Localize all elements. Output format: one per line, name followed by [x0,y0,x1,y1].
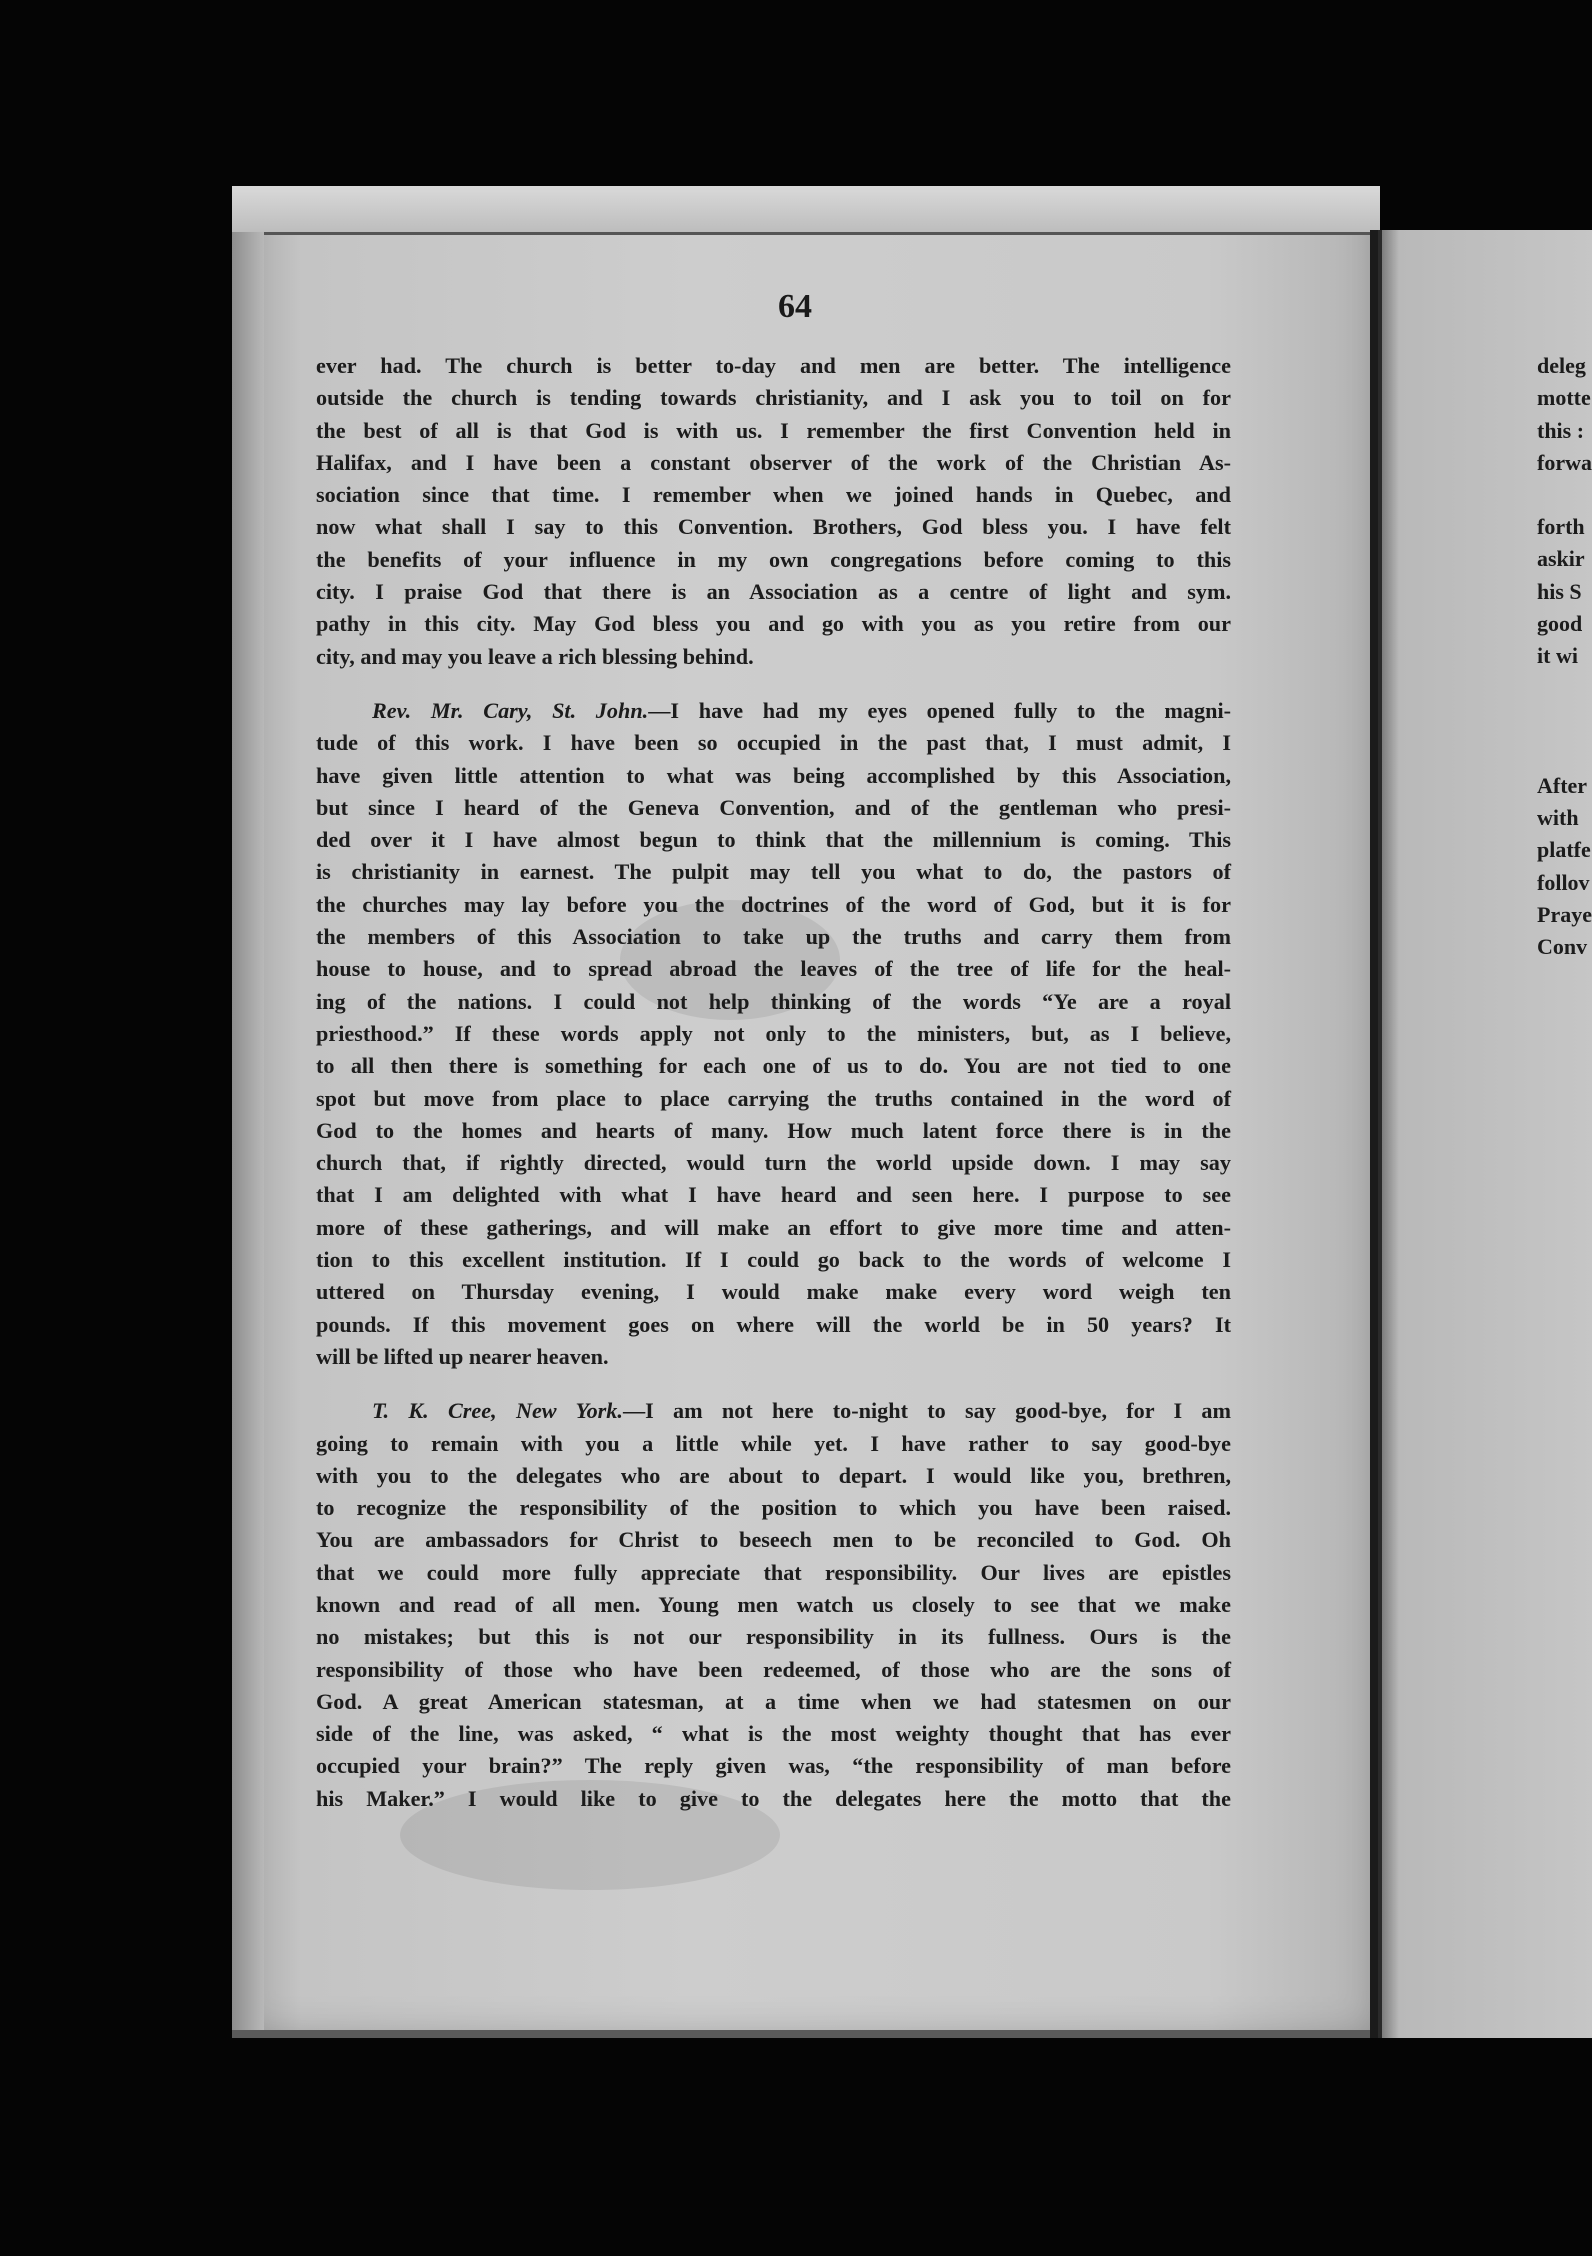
paragraph [316,695,1231,1373]
facing-line: platfe [1537,837,1591,863]
text-line: city. I praise God that there is an Association as a centre of light and sym. [316,579,1231,605]
text-line: responsibility of those who have been redeemed, of those who are the sons of [316,1656,1231,1682]
text-line: now what shall I say to this Convention. Brothers, God bless you. I have felt [316,514,1231,540]
text-line: that I am delighted with what I have heard and seen here. I purpose to see [316,1182,1231,1208]
text-line [316,695,1231,727]
text-line: pathy in this city. May God bless you and go with you as you retire from our [316,611,1231,637]
text-line: side of the line, was asked, “ what is the most weighty thought that has ever [316,1721,1231,1747]
text-line: with you to the delegates who are about to depart. I would like you, brethren, [316,1462,1231,1488]
text-line: ing of the nations. I could not help thinking of the words “Ye are a royal [316,988,1231,1014]
text-line: that we could more fully appreciate that responsibility. Our lives are epistles [316,1559,1231,1585]
text-line: to recognize the responsibility of the position to which you have been raised. [316,1495,1231,1521]
text-line: to all then there is something for each one of us to do. You are not tied to one [316,1053,1231,1079]
speaker-name: T. K. Cree, New York. [372,1398,623,1424]
facing-line: with [1537,804,1579,830]
text-line: have given little attention to what was being accomplished by this Association, [316,762,1231,788]
body-text [316,350,1231,1815]
paragraph [316,350,1231,673]
text-line: tion to this excellent institution. If I could go back to the words of welcome I [316,1247,1231,1273]
text-line: Halifax, and I have been a constant observer of the work of the Christian As- [316,449,1231,475]
text-run: —I am not here to-night to say good-bye, for I am [622,1398,1231,1424]
facing-line: motte [1537,385,1591,411]
text-line: priesthood.” If these words apply not only to the ministers, but, as I believe, [316,1020,1231,1046]
facing-line: good [1537,611,1583,637]
speaker-name: Rev. Mr. Cary, St. John. [372,697,649,723]
text-line: pounds. If this movement goes on where will the world be in 50 years? It [316,1311,1231,1337]
text-line: outside the church is tending towards christianity, and I ask you to toil on for [316,385,1231,411]
text-line: God to the homes and hearts of many. How much latent force there is in the [316,1117,1231,1143]
facing-line: After [1537,772,1588,798]
text-line [316,1395,1231,1427]
text-line: going to remain with you a little while yet. I have rather to say good-bye [316,1430,1231,1456]
text-line: will be lifted up nearer heaven. [316,1343,609,1369]
facing-line: Praye [1537,901,1592,927]
facing-line: this : [1537,417,1585,443]
facing-line: askir [1537,546,1585,572]
text-line: the best of all is that God is with us. I remember the first Convention held in [316,417,1231,443]
text-line: tude of this work. I have been so occupied in the past that, I must admit, I [316,730,1231,756]
facing-line: forth [1537,514,1585,540]
facing-page-text [1537,350,1592,963]
text-line: ever had. The church is better to-day and men are better. The intelligence [316,353,1231,378]
text-line: church that, if rightly directed, would turn the world upside down. I may say [316,1150,1231,1176]
text-line: sociation since that time. I remember when we joined hands in Quebec, and [316,482,1231,508]
text-run: —I have had my eyes opened fully to the magni- [648,697,1231,723]
text-line: uttered on Thursday evening, I would make make every word weigh ten [316,1279,1231,1305]
text-line: You are ambassadors for Christ to beseech men to be reconciled to God. Oh [316,1527,1231,1553]
text-line: God. A great American statesman, at a time when we had statesmen on our [316,1688,1231,1714]
text-line: but since I heard of the Geneva Convention, and of the gentleman who presi- [316,794,1231,820]
text-line: city, and may you leave a rich blessing behind. [316,643,754,669]
text-line: the members of this Association to take up the truths and carry them from [316,924,1231,950]
facing-line: deleg [1537,353,1586,378]
facing-line: follov [1537,869,1590,895]
page-left-edge [232,232,264,2038]
facing-line: Conv [1537,934,1588,960]
text-line: is christianity in earnest. The pulpit may tell you what to do, the pastors of [316,859,1231,885]
page-number: 64 [778,288,812,325]
text-line: the churches may lay before you the doctrines of the word of God, but it is for [316,891,1231,917]
facing-line: it wi [1537,643,1578,669]
text-line: known and read of all men. Young men watch us closely to see that we make [316,1591,1231,1617]
text-line: more of these gatherings, and will make an effort to give more time and atten- [316,1214,1231,1240]
text-line: his Maker.” I would like to give to the delegates here the motto that the [316,1785,1231,1811]
page-bottom-edge [232,2030,1380,2038]
text-line: the benefits of your influence in my own congregations before coming to this [316,546,1231,572]
text-line: ded over it I have almost begun to think that the millennium is coming. This [316,827,1231,853]
paragraph [316,1395,1231,1815]
text-line: spot but move from place to place carrying the truths contained in the word of [316,1085,1231,1111]
page-top-edge [232,186,1380,235]
facing-line: forwa [1537,449,1592,475]
text-line: house to house, and to spread abroad the leaves of the tree of life for the heal- [316,956,1231,982]
facing-line: his S [1537,578,1582,604]
text-line: no mistakes; but this is not our responsibility in its fullness. Ours is the [316,1624,1231,1650]
text-line: occupied your brain?” The reply given was, “the responsibility of man before [316,1753,1231,1779]
